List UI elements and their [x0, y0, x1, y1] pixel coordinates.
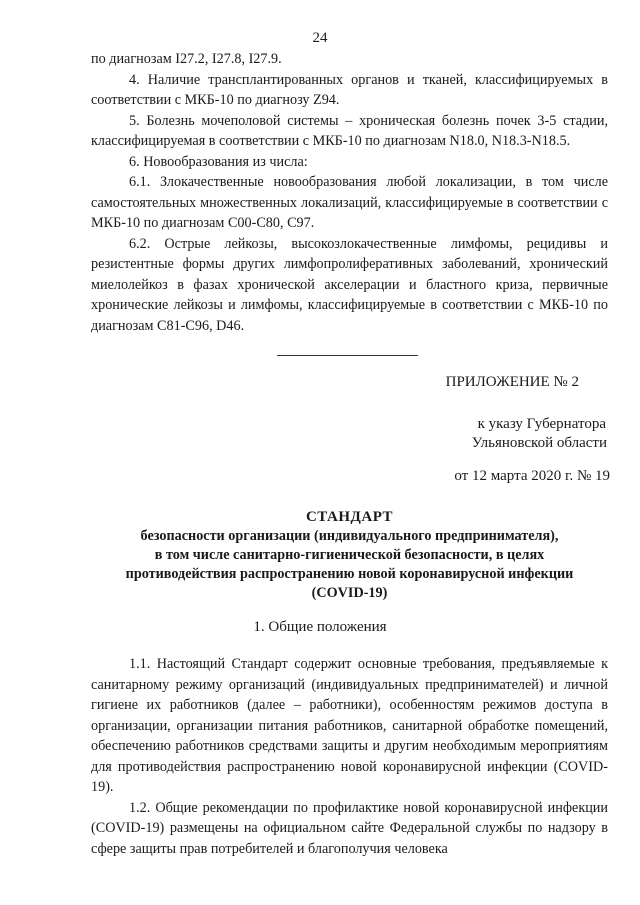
top-list [91, 49, 608, 336]
appendix-label: ПРИЛОЖЕНИЕ № 2 [445, 374, 579, 390]
list-item: 5. Болезнь мочеполовой системы – хроническая болезнь почек 3-5 стадии, классифицируемая в соответствии с МКБ-10 по диагнозам N18.0, N18.3-N18.5. [91, 112, 608, 149]
title-line: в том числе санитарно-гигиенической безопасности, в целях [154, 547, 545, 563]
title-main: СТАНДАРТ [305, 509, 394, 525]
title-line: (COVID-19) [311, 585, 388, 601]
body-text [91, 654, 608, 859]
paragraph: 1.1. Настоящий Стандарт содержит основные требования, предъявляемые к санитарному режиму организаций (индивидуальных предпринимателей) и личной гигиене их работников (далее – работники), особенностям режимов доступа в организации, организации питания работников, санитарной обработке помещений, обеспечению работников средствами защиты и другим необходимым мероприятиям для противодействия распространению новой коронавирусной инфекции (COVID-19). [91, 656, 608, 795]
list-item: по диагнозам I27.2, I27.8, I27.9. [91, 51, 282, 67]
document-title [91, 508, 608, 603]
list-item: 6. Новообразования из числа: [129, 153, 308, 170]
list-item: 6.1. Злокачественные новообразования любой локализации, в том числе самостоятельных множественных локализаций, классифицируемые в соответствии с МКБ-10 по диагнозам C00-C80, C97. [91, 174, 608, 231]
list-item: 6.2. Острые лейкозы, высокозлокачественные лимфомы, рецидивы и резистентные формы других лимфопролиферативных заболеваний, хронический миелолейкоз в фазах хронической акселерации и бластного криза, первичные хронические лейкозы и лимфомы, классифицируемые в соответствии с МКБ-10 по диагнозам C81-C96, D46. [91, 235, 608, 334]
section-heading: 1. Общие положения [253, 619, 387, 635]
paragraph: 1.2. Общие рекомендации по профилактике новой коронавирусной инфекции (COVID-19) размещены на официальном сайте Федеральной службы по надзору в сфере защиты прав потребителей и благополучия человека [91, 799, 608, 857]
appendix-line-1: к указу Губернатора [477, 416, 606, 432]
page-number: 24 [312, 30, 328, 46]
appendix-date: от 12 марта 2020 г. № 19 [454, 468, 610, 484]
section-divider [277, 355, 418, 356]
list-item: 4. Наличие трансплантированных органов и тканей, классифицируемых в соответствии с МКБ-10 по диагнозу Z94. [91, 71, 608, 108]
title-line: противодействия распространению новой коронавирусной инфекции [125, 566, 574, 582]
title-line: безопасности организации (индивидуального предпринимателя), [140, 528, 559, 544]
appendix-line-2: Ульяновской области [471, 435, 607, 451]
